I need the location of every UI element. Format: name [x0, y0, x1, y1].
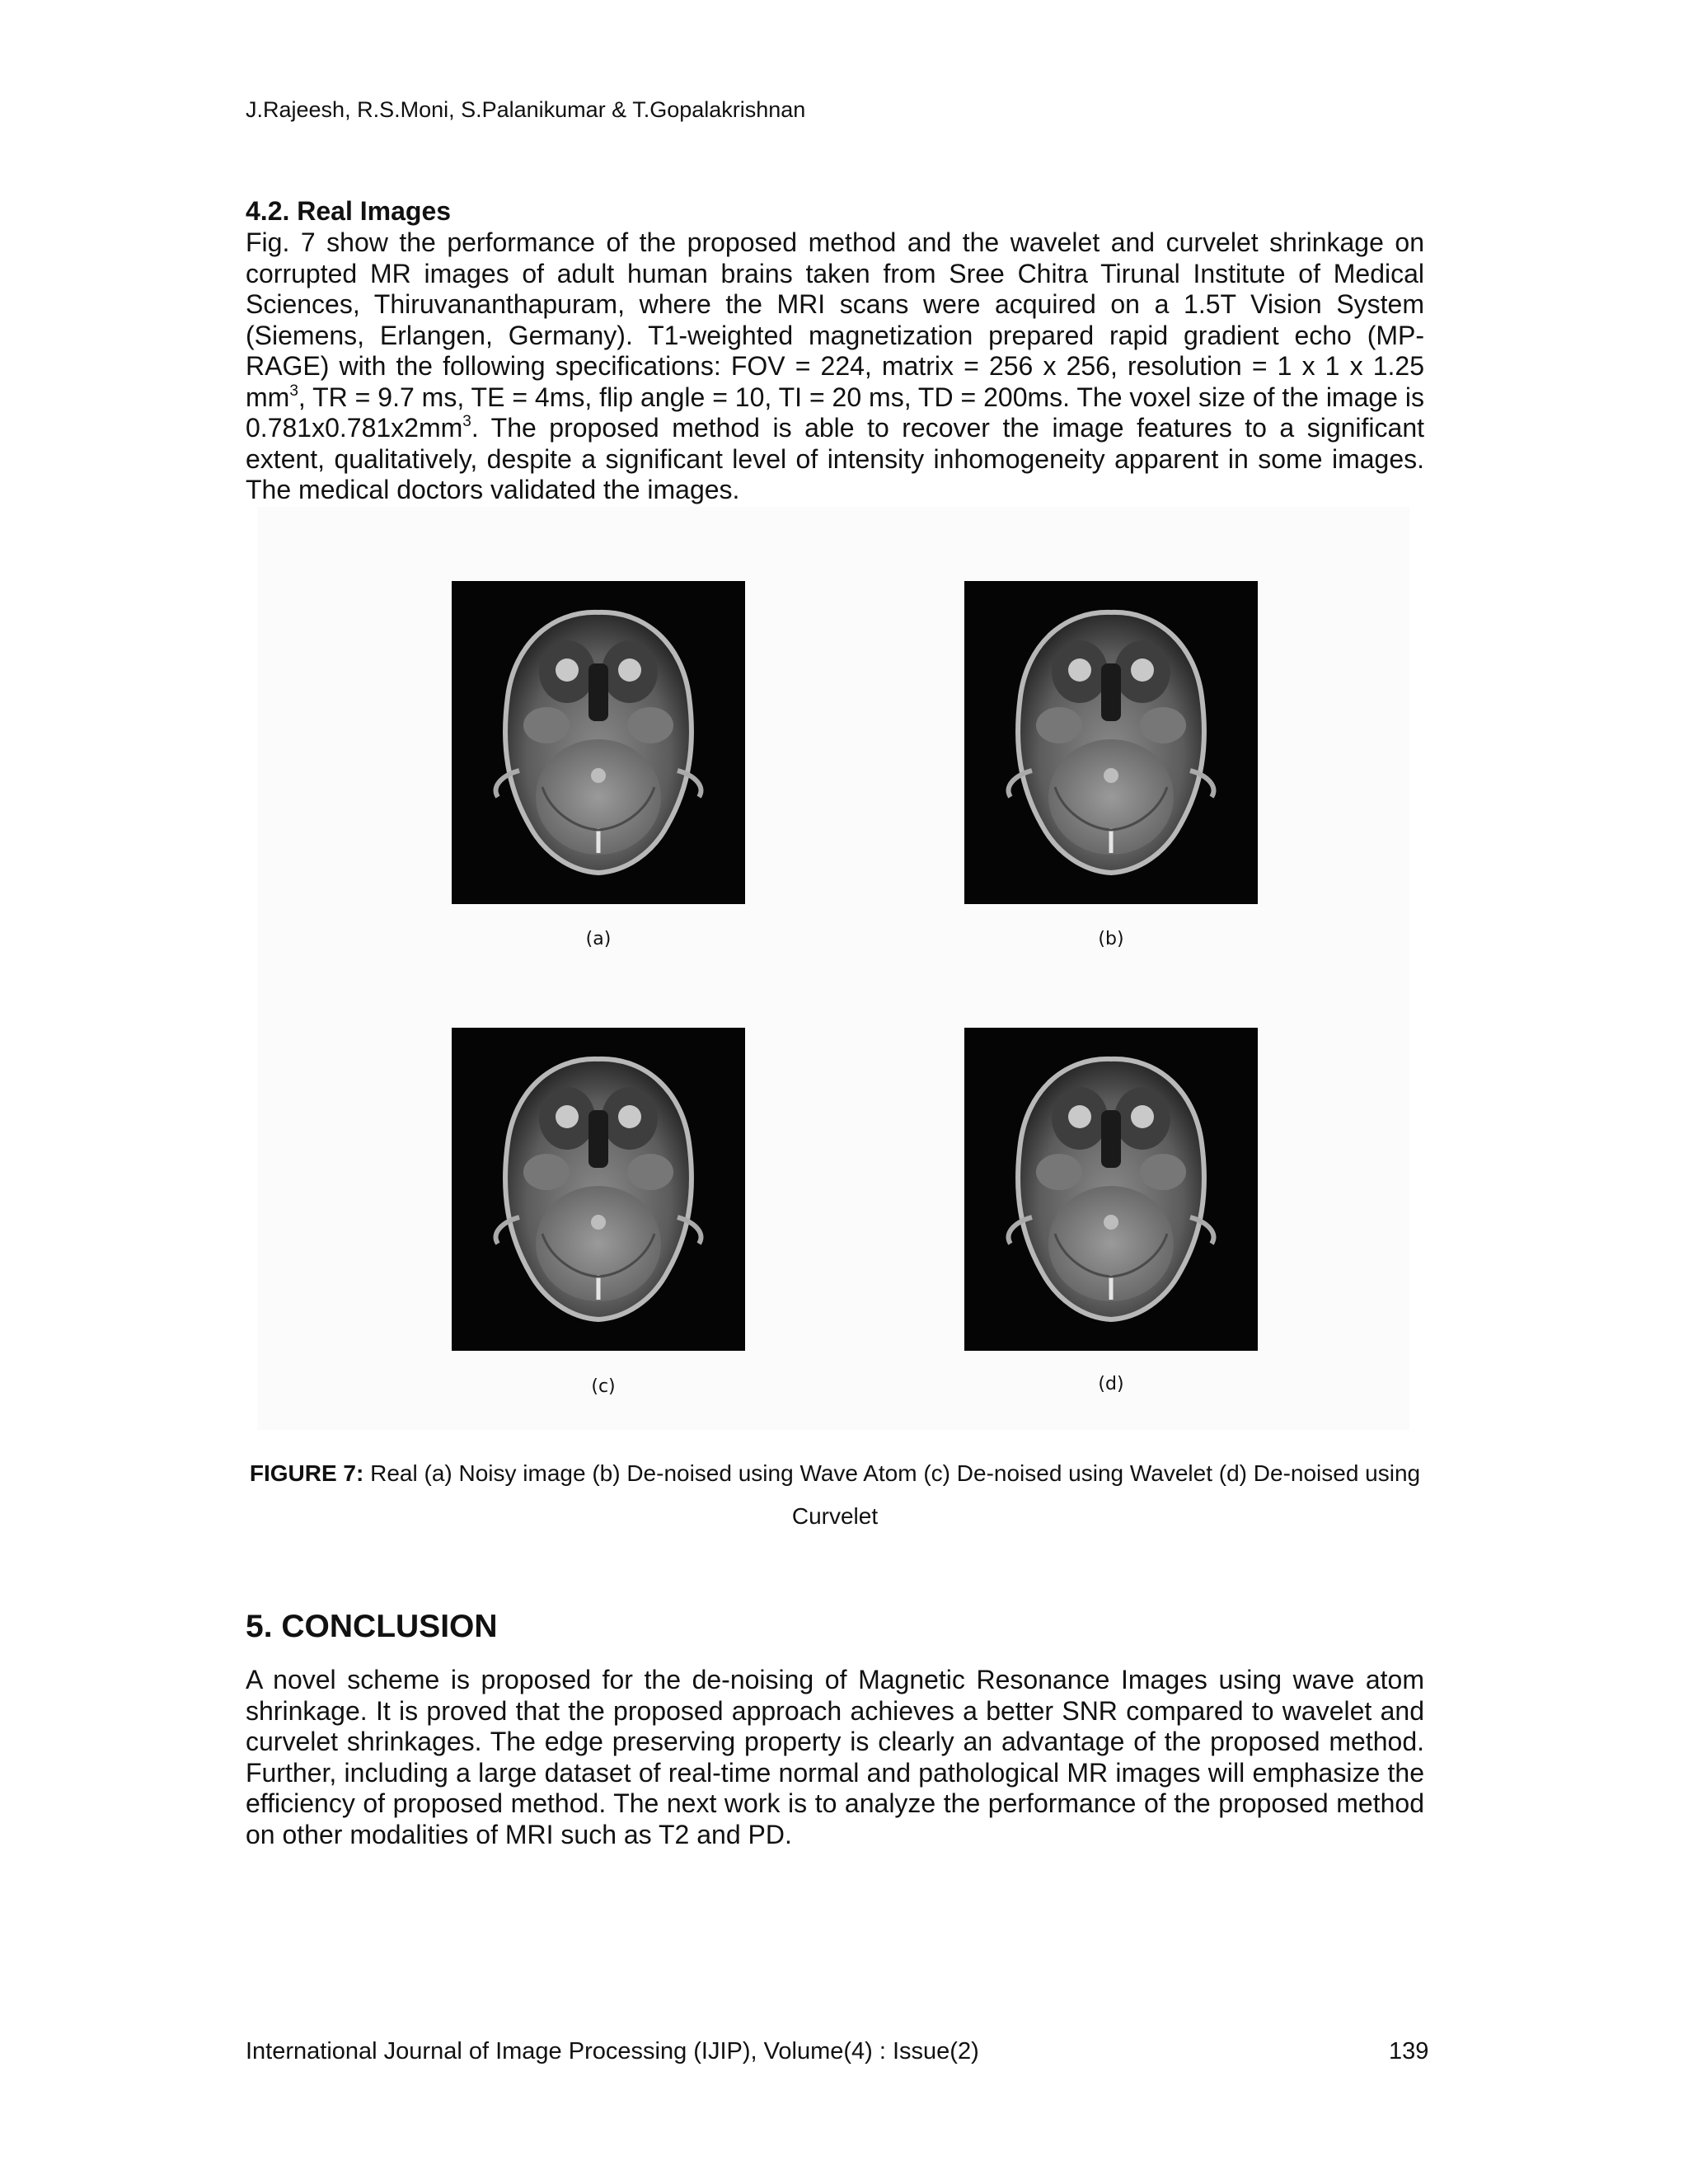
- paragraph-part-2: , TR = 9.7 ms, TE = 4ms, flip angle = 10, TI = 20 ms, TD = 200ms. The voxel size of the image is 0.781x0.781x2mm: [246, 382, 1424, 443]
- caption-text: Real (a) Noisy image (b) De-noised using Wave Atom (c) De-noised using Wavelet (d) De-noised using Curvelet: [363, 1460, 1421, 1529]
- real-images-paragraph: [246, 227, 1424, 506]
- footer-page-number: 139: [1389, 2038, 1429, 2064]
- paragraph-part-1: Fig. 7 show the performance of the proposed method and the wavelet and curvelet shrinkage on corrupted MR images of adult human brains taken from Sree Chitra Tirunal Institute of Medical Sciences, Thiruvananthapuram, where the MRI scans were acquired on a 1.5T Vision System (Siemens, Erlangen, Germany). T1-weighted magnetization prepared rapid gradient echo (MP-RAGE) with the following specifications: FOV = 224, matrix = 256 x 256, resolution = 1 x 1 x 1.25 mm: [246, 227, 1424, 412]
- superscript-1: 3: [289, 382, 298, 400]
- superscript-2: 3: [462, 413, 471, 430]
- mri-image-a: [452, 581, 745, 904]
- sublabel-a: (a): [585, 929, 612, 949]
- conclusion-heading: 5. CONCLUSION: [246, 1609, 498, 1644]
- mri-image-d: [964, 1028, 1258, 1351]
- figure-7: [257, 507, 1409, 1430]
- running-header: J.Rajeesh, R.S.Moni, S.Palanikumar & T.Gopalakrishnan: [246, 97, 806, 122]
- paragraph-part-3: . The proposed method is able to recover the image features to a significant extent, qualitatively, despite a significant level of intensity inhomogeneity apparent in some images. The medical doctors validated the images.: [246, 413, 1424, 504]
- conclusion-paragraph: A novel scheme is proposed for the de-noising of Magnetic Resonance Images using wave atom shrinkage. It is proved that the proposed approach achieves a better SNR compared to wavelet and curvelet shrinkages. The edge preserving property is clearly an advantage of the proposed method. Further, including a large dataset of real-time normal and pathological MR images will emphasize the efficiency of proposed method. The next work is to analyze the performance of the proposed method on other modalities of MRI such as T2 and PD.: [246, 1665, 1424, 1849]
- sublabel-d: (d): [1098, 1374, 1124, 1394]
- sublabel-b: (b): [1098, 929, 1124, 949]
- section-title: 4.2. Real Images: [246, 196, 452, 226]
- figure-caption: [246, 1452, 1424, 1538]
- mri-image-c: [452, 1028, 745, 1351]
- footer-journal: International Journal of Image Processing (IJIP), Volume(4) : Issue(2): [246, 2038, 979, 2064]
- caption-label: FIGURE 7:: [249, 1460, 364, 1486]
- sublabel-c: (c): [591, 1376, 616, 1397]
- mri-image-b: [964, 581, 1258, 904]
